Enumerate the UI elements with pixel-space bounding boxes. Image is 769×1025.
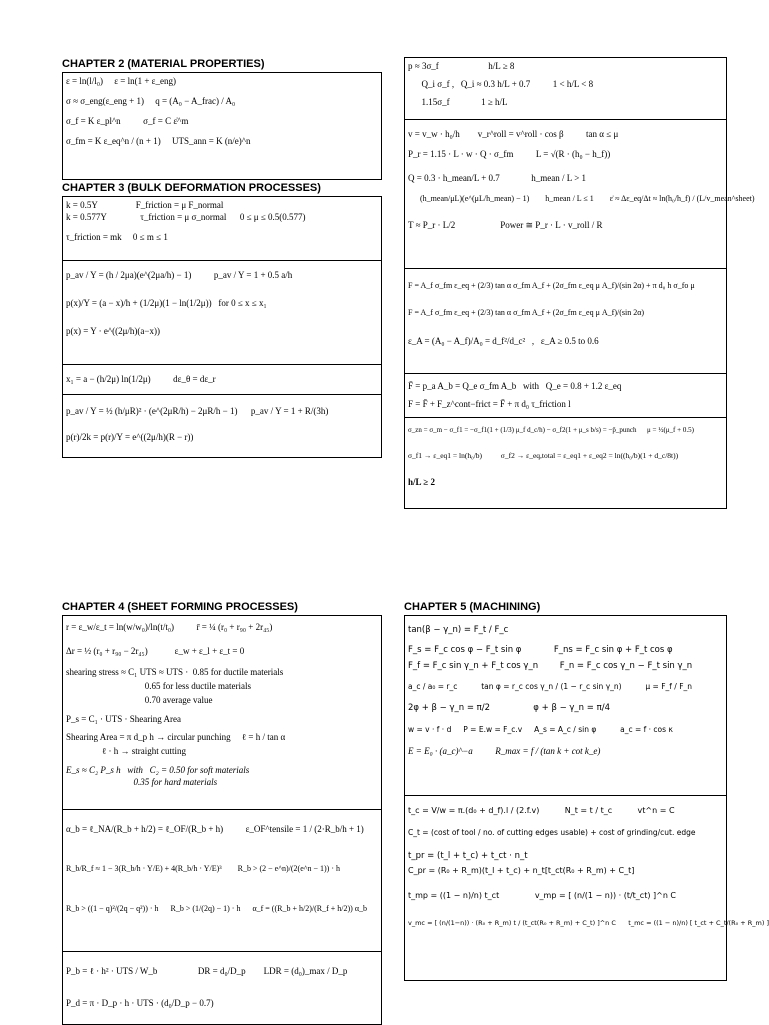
formula-line: P_d = π · D_p · h · UTS · (d₀/D_p − 0.7)	[66, 998, 214, 1009]
formula-line: P_r = 1.15 · L · w · Q · σ_fm L = √(R · (h₀ − h_f))	[408, 149, 611, 160]
formula-line: r = ε_w/ε_t = ln(w/w₀)/ln(t/t₀) r̄ = ¼ (r₀ + r₉₀ + 2r₄₅)	[66, 622, 273, 632]
formula-cell	[405, 418, 726, 508]
formula-line: α_b = ℓ_NA/(R_b + h/2) = ℓ_OF/(R_b + h) ε_OF^tensile = 1 / (2·R_b/h + 1)	[66, 824, 364, 834]
chapter-2-box	[62, 72, 382, 180]
formula-line: P_b = ℓ · h² · UTS / W_b DR = d₀/D_p LDR = (d₀)_max / D_p	[66, 966, 348, 976]
right-top-box	[404, 57, 755, 509]
formula-cell	[405, 616, 726, 796]
chapter-5-title: CHAPTER 5 (MACHINING)	[404, 601, 541, 613]
formula-line: Q_i σ_f , Q_i ≈ 0.3 h/L + 0.7 1 < h/L < 8	[408, 79, 594, 90]
chapter-2-panel	[62, 57, 382, 180]
chapter-5-box	[404, 615, 769, 981]
formula-line: 1.15σ_f 1 ≥ h/L	[408, 97, 508, 108]
formula-line: shearing stress ≈ C₁ UTS ≈ UTS · 0.85 for ductile materials	[66, 666, 284, 677]
formula-line: 0.65 for less ductile materials	[66, 681, 251, 692]
formula-cell	[405, 58, 726, 120]
formula-line: p_av / Y = (h / 2μa)(e^(2μa/h) − 1) p_av / Y = 1 + 0.5 a/h	[66, 270, 293, 280]
formula-line: a_c / a₀ = r_c tan φ = r_c cos γ_n / (1 − r_c sin γ_n) μ = F_f / F_n	[408, 682, 693, 692]
formula-line: p(x) = Y · e^((2μ/h)(a−x))	[66, 326, 160, 337]
formula-line: tan(β − γ_n) = F_t / F_c	[408, 625, 509, 635]
formula-line: h/L ≥ 2	[408, 476, 435, 487]
formula-cell	[63, 395, 381, 457]
formula-cell	[63, 197, 381, 261]
formula-line: 0.35 for hard materials	[66, 777, 218, 788]
formula-cell	[405, 796, 769, 980]
chapter-5-panel	[404, 600, 769, 981]
formula-line: E = E₀ · (a_c)^−a R_max = f / (tan k + cot k_e)	[408, 746, 601, 757]
formula-line: k = 0.5Y F_friction = μ F_normal	[66, 200, 224, 210]
formula-line: σ ≈ σ_eng(ε_eng + 1) q = (A₀ − A_frac) / A₀	[66, 96, 236, 107]
formula-line: σ_f1 → ε_eq1 = ln(h₀/b) σ_f2 → ε_eq,total = ε_eq1 + ε_eq2 = ln((h₀/b)(1 + d_c/8t))	[408, 451, 679, 461]
formula-line: ε_A = (A₀ − A_f)/A₀ = d_f²/d_c² , ε_A ≥ 0.5 to 0.6	[408, 335, 599, 346]
formula-line: x₁ = a − (h/2μ) ln(1/2μ) dε_θ = dε_r	[66, 374, 216, 384]
chapter-3-title: CHAPTER 3 (BULK DEFORMATION PROCESSES)	[62, 182, 321, 194]
formula-cell	[63, 365, 381, 395]
formula-line: σ_zn = σ_m − σ_f1 = −σ_f1(1 + (1/3) μ_f d_c/h) − σ_f2(1 + μ_s b/s) = −p̄_punch μ = ½(μ_f + 0.5)	[408, 426, 694, 434]
formula-line: t_mp = ((1 − n)/n) t_ct v_mp = [ (n/(1 − n)) · (t/t_ct) ]^n C	[408, 890, 677, 900]
formula-line: R_b/R_f ≈ 1 − 3(R_b/h · Y/E) + 4(R_b/h · Y/E)³ R_b > (2 − e^n)/(2(e^n − 1)) · h	[66, 864, 341, 874]
formula-line: T ≈ P_r · L/2 Power ≅ P_r · L · v_roll / R	[408, 220, 603, 231]
formula-line: p ≈ 3σ_f h/L ≥ 8	[408, 61, 515, 71]
formula-cell	[405, 374, 726, 418]
formula-line: τ_friction = mk 0 ≤ m ≤ 1	[66, 232, 168, 243]
formula-line: F = A_f σ_fm ε_eq + (2/3) tan α σ_fm A_f + (2σ_fm ε_eq μ A_f)/(sin 2α) + π d₀ h σ_fo μ	[408, 281, 695, 290]
formula-cell	[63, 73, 381, 179]
formula-line: t_pr = (t_l + t_c) + t_ct · n_t	[408, 850, 528, 861]
formula-line: k = 0.577Y τ_friction = μ σ_normal 0 ≤ μ ≤ 0.5(0.577)	[66, 212, 306, 223]
formula-line: p_av / Y = ½ (h/μR)² · (e^(2μR/h) − 2μR/h − 1) p_av / Y = 1 + R/(3h)	[66, 406, 329, 416]
right-top-panel	[404, 57, 755, 509]
formula-line: σ_f = K ε_pl^n σ_f = C ε̇^m	[66, 116, 189, 127]
formula-line: Q = 0.3 · h_mean/L + 0.7 h_mean / L > 1	[408, 173, 587, 184]
formula-line: C_t = (cost of tool / no. of cutting edges usable) + cost of grinding/cut. edge	[408, 828, 696, 838]
formula-line: 2φ + β − γ_n = π/2 φ + β − γ_n = π/4	[408, 702, 610, 713]
formula-line: w = v · f · d P = E.w = F_c.v A_s = A_c / sin φ a_c = f · cos κ	[408, 724, 673, 734]
formula-cell	[405, 269, 726, 374]
formula-line: F = F̄ + F_z^cont−frict = F̄ + π d₀ τ_friction l	[408, 399, 571, 410]
formula-cell	[63, 261, 381, 365]
formula-line: v = v_w · h₀/h v_r^roll = v^roll · cos β tan α ≤ μ	[408, 129, 619, 139]
formula-line: F_s = F_c cos φ − F_t sin φ F_ns = F_c sin φ + F_t cos φ	[408, 644, 673, 655]
chapter-4-box	[62, 615, 382, 1025]
formula-line: ε = ln(l/l₀) ε = ln(1 + ε_eng)	[66, 76, 176, 86]
formula-line: P_s = C₁ · UTS · Shearing Area	[66, 713, 181, 724]
formula-line: Δr = ½ (r₀ + r₉₀ − 2r₄₅) ε_w + ε_l + ε_t = 0	[66, 646, 245, 657]
formula-line: Shearing Area = π d_p h → circular punching ℓ = h / tan α	[66, 732, 286, 743]
chapter-2-title: CHAPTER 2 (MATERIAL PROPERTIES)	[62, 58, 265, 70]
formula-line: ℓ · h → straight cutting	[66, 746, 187, 757]
formula-cell	[63, 952, 381, 1024]
chapter-3-box	[62, 196, 382, 458]
formula-line: v_mc = [ (n/(1−n)) · (R₀ + R_m) t / (t_ct(R₀ + R_m) + C_t) ]^n C t_mc = ((1 − n)/n) [ t_ct + C_t/(R₀ + R_m) ]	[408, 918, 769, 927]
chapter-3-panel	[62, 181, 382, 458]
formula-line: R_b > ((1 − q)²/(2q − q²)) · h R_b > (1/(2q) − 1) · h α_f = ((R_b + h/2)/(R_f + h/2)) α_b	[66, 903, 368, 913]
formula-line: p(r)/2k = p(r)/Y = e^((2μ/h)(R − r))	[66, 432, 194, 443]
formula-line: F_f = F_c sin γ_n + F_t cos γ_n F_n = F_c cos γ_n − F_t sin γ_n	[408, 660, 693, 671]
formula-line: σ_fm = K ε_eq^n / (n + 1) UTS_ann = K (n/e)^n	[66, 136, 251, 147]
formula-line: t_c = V/w = π.(d₀ + d_f).l / (2.f.v) N_t = t / t_c vt^n = C	[408, 806, 675, 815]
formula-line: (h_mean/μL)(e^(μL/h_mean) − 1) h_mean / L ≤ 1 ε̇ ≈ Δε_eq/Δt ≈ ln(h₀/h_f) / (L/v_mean^sheet)	[408, 194, 755, 204]
formula-line: C_pr = (R₀ + R_m)(t_l + t_c) + n_t[t_ct(R₀ + R_m) + C_t]	[408, 865, 635, 875]
formula-cell	[405, 120, 755, 269]
formula-line: 0.70 average value	[66, 695, 213, 706]
formula-line: F = A_f σ_fm ε_eq + (2/3) tan α σ_fm A_f + (2σ_fm ε_eq μ A_f)/(sin 2α)	[408, 307, 645, 317]
chapter-4-title: CHAPTER 4 (SHEET FORMING PROCESSES)	[62, 601, 298, 613]
formula-cell	[63, 810, 381, 952]
formula-line: p(x)/Y = (a − x)/h + (1/2μ)(1 − ln(1/2μ)) for 0 ≤ x ≤ x₁	[66, 298, 267, 309]
chapter-4-panel	[62, 600, 382, 1025]
formula-line: F̄ = p_a A_b = Q_e σ_fm A_b with Q_e = 0.8 + 1.2 ε_eq	[408, 381, 622, 391]
formula-cell	[63, 616, 381, 810]
formula-line: E_s ≈ C₂ P_s h with C₂ = 0.50 for soft materials	[66, 764, 250, 775]
